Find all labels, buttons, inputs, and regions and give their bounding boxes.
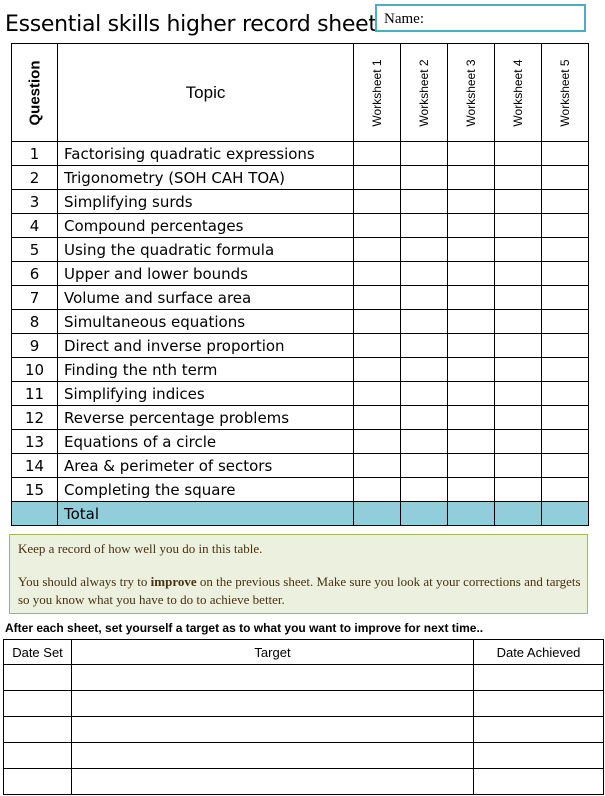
score-cell[interactable] [448, 190, 495, 214]
score-cell[interactable] [542, 310, 589, 334]
score-cell[interactable] [354, 262, 401, 286]
topic-cell: Reverse percentage problems [58, 406, 354, 430]
total-blank-cell [12, 502, 58, 526]
score-cell[interactable] [354, 238, 401, 262]
topic-cell: Compound percentages [58, 214, 354, 238]
question-number: 4 [12, 214, 58, 238]
score-cell[interactable] [495, 430, 542, 454]
score-cell[interactable] [495, 478, 542, 502]
score-cell[interactable] [354, 310, 401, 334]
score-cell[interactable] [448, 454, 495, 478]
table-row [12, 262, 589, 286]
date-achieved-cell[interactable] [474, 691, 604, 717]
score-cell[interactable] [448, 406, 495, 430]
score-cell[interactable] [448, 262, 495, 286]
score-cell[interactable] [448, 478, 495, 502]
question-number: 9 [12, 334, 58, 358]
worksheet-header-2: Worksheet 2 [401, 44, 448, 142]
table-row [12, 214, 589, 238]
table-row [12, 142, 589, 166]
date-set-cell[interactable] [4, 769, 72, 795]
topic-cell: Simplifying surds [58, 190, 354, 214]
score-cell[interactable] [495, 166, 542, 190]
table-row [12, 238, 589, 262]
question-number: 2 [12, 166, 58, 190]
topic-cell: Factorising quadratic expressions [58, 142, 354, 166]
score-cell[interactable] [448, 166, 495, 190]
score-cell[interactable] [401, 166, 448, 190]
score-cell[interactable] [495, 190, 542, 214]
score-cell[interactable] [495, 334, 542, 358]
date-achieved-cell[interactable] [474, 717, 604, 743]
question-number: 12 [12, 406, 58, 430]
score-cell[interactable] [401, 382, 448, 406]
score-cell[interactable] [401, 358, 448, 382]
table-row [12, 190, 589, 214]
topic-cell: Trigonometry (SOH CAH TOA) [58, 166, 354, 190]
score-cell[interactable] [495, 214, 542, 238]
score-cell[interactable] [542, 214, 589, 238]
table-row [12, 166, 589, 190]
page-title: Essential skills higher record sheet [5, 12, 377, 37]
question-header-label: Question [26, 59, 43, 126]
target-row [4, 665, 604, 691]
topic-header: Topic [58, 44, 354, 142]
topic-cell: Using the quadratic formula [58, 238, 354, 262]
score-cell[interactable] [448, 286, 495, 310]
question-number: 15 [12, 478, 58, 502]
score-cell[interactable] [542, 238, 589, 262]
question-header [12, 44, 58, 142]
date-set-header: Date Set [4, 640, 72, 665]
record-header-row [12, 44, 589, 142]
score-cell[interactable] [448, 334, 495, 358]
question-number: 1 [12, 142, 58, 166]
score-cell[interactable] [401, 406, 448, 430]
score-cell[interactable] [495, 454, 542, 478]
score-cell[interactable] [448, 214, 495, 238]
target-row [4, 717, 604, 743]
total-cell[interactable] [401, 502, 448, 526]
question-number: 13 [12, 430, 58, 454]
target-row [4, 743, 604, 769]
question-number: 14 [12, 454, 58, 478]
date-set-cell[interactable] [4, 665, 72, 691]
score-cell[interactable] [354, 406, 401, 430]
score-cell[interactable] [448, 430, 495, 454]
question-number: 7 [12, 286, 58, 310]
score-cell[interactable] [542, 382, 589, 406]
total-cell[interactable] [495, 502, 542, 526]
question-number: 3 [12, 190, 58, 214]
score-cell[interactable] [542, 166, 589, 190]
score-cell[interactable] [401, 310, 448, 334]
topic-cell: Volume and surface area [58, 286, 354, 310]
score-cell[interactable] [401, 238, 448, 262]
score-cell[interactable] [401, 142, 448, 166]
date-set-cell[interactable] [4, 743, 72, 769]
table-row [12, 310, 589, 334]
target-row [4, 769, 604, 795]
table-row [12, 286, 589, 310]
date-set-cell[interactable] [4, 717, 72, 743]
score-cell[interactable] [354, 334, 401, 358]
score-cell[interactable] [495, 238, 542, 262]
improve-emphasis: improve [150, 574, 197, 589]
score-cell[interactable] [354, 190, 401, 214]
total-cell[interactable] [542, 502, 589, 526]
target-cell[interactable] [72, 691, 474, 717]
worksheet-header-5: Worksheet 5 [542, 44, 589, 142]
question-number: 8 [12, 310, 58, 334]
score-cell[interactable] [448, 358, 495, 382]
score-cell[interactable] [542, 406, 589, 430]
target-instruction: After each sheet, set yourself a target as to what you want to improve for next time.. [5, 621, 484, 635]
targets-table [3, 639, 604, 795]
score-cell[interactable] [495, 382, 542, 406]
worksheet-header-4: Worksheet 4 [495, 44, 542, 142]
topic-cell: Simultaneous equations [58, 310, 354, 334]
record-table [11, 43, 589, 526]
score-cell[interactable] [542, 262, 589, 286]
targets-header-row [4, 640, 604, 665]
score-cell[interactable] [401, 214, 448, 238]
question-number: 6 [12, 262, 58, 286]
table-row [12, 382, 589, 406]
score-cell[interactable] [401, 334, 448, 358]
score-cell[interactable] [354, 214, 401, 238]
worksheet-header-3: Worksheet 3 [448, 44, 495, 142]
score-cell[interactable] [495, 406, 542, 430]
score-cell[interactable] [354, 166, 401, 190]
score-cell[interactable] [401, 190, 448, 214]
score-cell[interactable] [354, 382, 401, 406]
score-cell[interactable] [495, 286, 542, 310]
question-number: 11 [12, 382, 58, 406]
score-cell[interactable] [542, 478, 589, 502]
score-cell[interactable] [542, 286, 589, 310]
score-cell[interactable] [354, 286, 401, 310]
topic-cell: Area & perimeter of sectors [58, 454, 354, 478]
score-cell[interactable] [542, 430, 589, 454]
target-cell[interactable] [72, 665, 474, 691]
topic-cell: Simplifying indices [58, 382, 354, 406]
table-row [12, 406, 589, 430]
target-cell[interactable] [72, 743, 474, 769]
score-cell[interactable] [354, 430, 401, 454]
score-cell[interactable] [542, 334, 589, 358]
score-cell[interactable] [542, 454, 589, 478]
question-number: 10 [12, 358, 58, 382]
total-cell[interactable] [448, 502, 495, 526]
table-row [12, 358, 589, 382]
name-label: Name: [384, 11, 424, 27]
score-cell[interactable] [542, 358, 589, 382]
table-row [12, 478, 589, 502]
total-row [12, 502, 589, 526]
target-cell[interactable] [72, 769, 474, 795]
score-cell[interactable] [495, 262, 542, 286]
target-row [4, 691, 604, 717]
table-row [12, 334, 589, 358]
advice-note [9, 534, 588, 614]
date-achieved-cell[interactable] [474, 743, 604, 769]
score-cell[interactable] [401, 286, 448, 310]
score-cell[interactable] [542, 190, 589, 214]
score-cell[interactable] [354, 478, 401, 502]
target-cell[interactable] [72, 717, 474, 743]
score-cell[interactable] [448, 142, 495, 166]
topic-cell: Finding the nth term [58, 358, 354, 382]
advice-line-2: You should always try to improve on the previous sheet. Make sure you look at your corrections and targets so you know what you have to do to achieve better. [18, 574, 581, 607]
date-achieved-cell[interactable] [474, 769, 604, 795]
date-achieved-cell[interactable] [474, 665, 604, 691]
score-cell[interactable] [448, 238, 495, 262]
table-row [12, 430, 589, 454]
score-cell[interactable] [354, 142, 401, 166]
score-cell[interactable] [495, 142, 542, 166]
score-cell[interactable] [495, 358, 542, 382]
topic-cell: Upper and lower bounds [58, 262, 354, 286]
table-row [12, 454, 589, 478]
name-field[interactable] [375, 4, 586, 32]
score-cell[interactable] [354, 454, 401, 478]
topic-cell: Direct and inverse proportion [58, 334, 354, 358]
total-label: Total [58, 502, 354, 526]
score-cell[interactable] [448, 310, 495, 334]
score-cell[interactable] [401, 262, 448, 286]
score-cell[interactable] [542, 142, 589, 166]
advice-line-1: Keep a record of how well you do in this table. [18, 541, 263, 556]
score-cell[interactable] [495, 310, 542, 334]
target-header: Target [72, 640, 474, 665]
score-cell[interactable] [401, 430, 448, 454]
topic-cell: Equations of a circle [58, 430, 354, 454]
score-cell[interactable] [354, 358, 401, 382]
score-cell[interactable] [448, 382, 495, 406]
score-cell[interactable] [401, 478, 448, 502]
score-cell[interactable] [401, 454, 448, 478]
question-number: 5 [12, 238, 58, 262]
date-set-cell[interactable] [4, 691, 72, 717]
total-cell[interactable] [354, 502, 401, 526]
worksheet-header-1: Worksheet 1 [354, 44, 401, 142]
date-achieved-header: Date Achieved [474, 640, 604, 665]
topic-cell: Completing the square [58, 478, 354, 502]
